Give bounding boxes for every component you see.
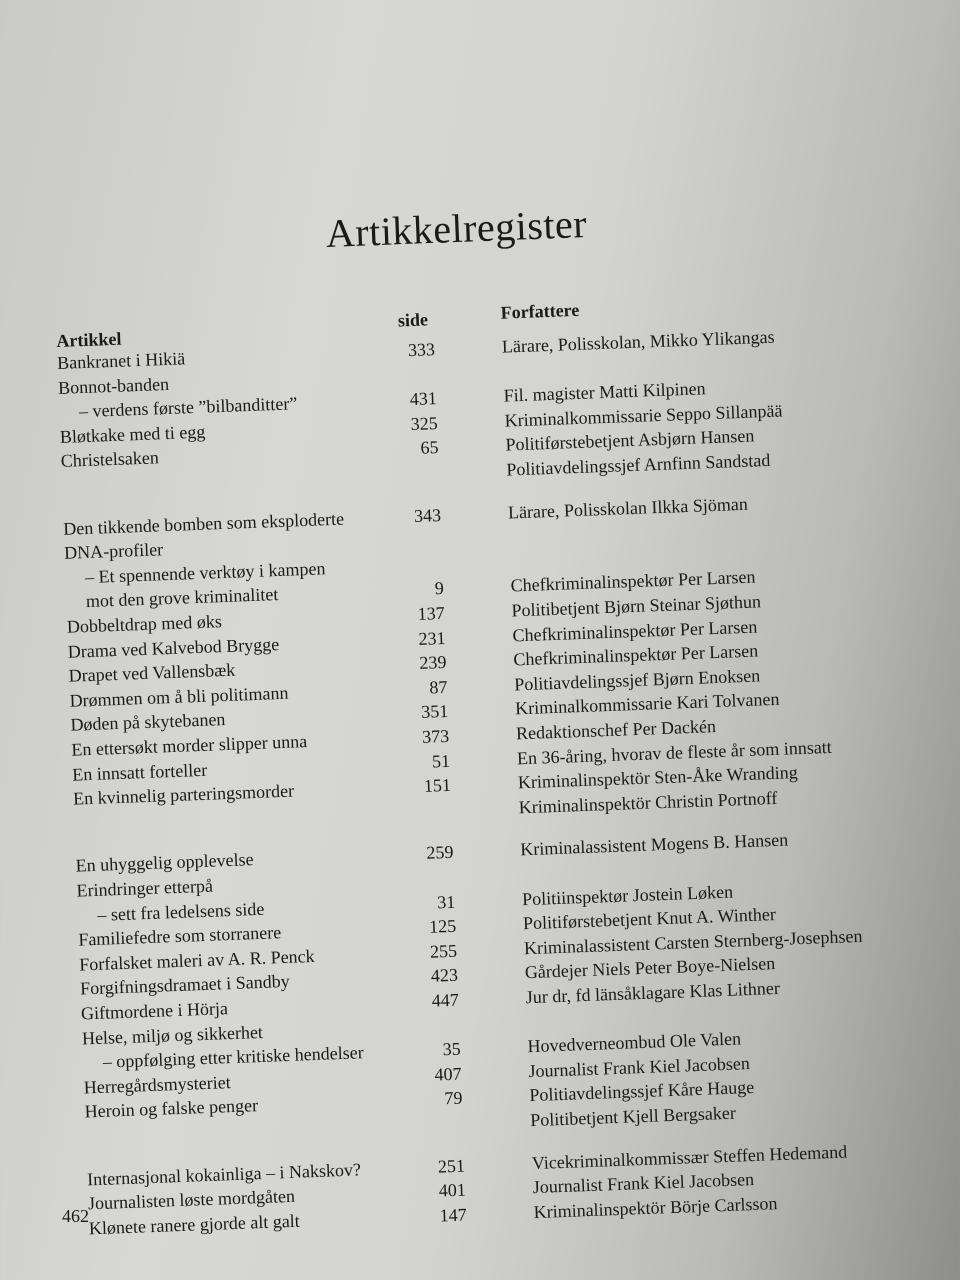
index-author: Redaktionschef Per Dackén: [515, 716, 717, 744]
index-page: [379, 461, 439, 463]
index-title: Drømmen om å bli politimann: [69, 682, 289, 711]
index-author: Kriminalinspektör Börje Carlsson: [533, 1192, 778, 1222]
index-title: En ettersøkt morder slipper unna: [71, 731, 308, 760]
page-title: Artikkelregister: [325, 200, 588, 256]
index-page: 137: [417, 602, 445, 624]
index-author: Politiførstebetjent Knut A. Winther: [522, 904, 777, 934]
index-title: DNA-profiler: [63, 539, 164, 564]
index-page: 239: [419, 652, 447, 674]
index-page: 447: [431, 989, 460, 1011]
index-author: Kriminalinspektör Sten-Åke Wranding: [517, 762, 798, 793]
index-title: Bankranet i Hikiä: [56, 348, 186, 373]
index-title: En uhyggelig opplevelse: [75, 849, 254, 877]
index-page: 87: [428, 676, 448, 698]
index-page: 35: [442, 1038, 461, 1060]
index-title: Dobbeltdrap med øks: [66, 611, 223, 637]
index-page: [391, 799, 451, 801]
index-author: Fil. magister Matti Kilpinen: [503, 378, 706, 406]
index-title: Døden på skytebanen: [70, 709, 226, 736]
index-title: Heroin og falske penger: [84, 1095, 259, 1122]
index-author: Politiavdelingssjef Arnfinn Sandstad: [506, 449, 771, 480]
index-title: Forfalsket maleri av A. R. Penck: [78, 945, 315, 975]
index-author: Chefkriminalinspektør Per Larsen: [510, 566, 756, 596]
page-number: 462: [62, 1206, 89, 1226]
index-page: 431: [409, 388, 438, 410]
index-page: 151: [423, 775, 452, 797]
index-title: Christelsaken: [60, 447, 160, 472]
index-page: 333: [407, 339, 436, 361]
index-title: Erindringer etterpå: [76, 875, 214, 901]
index-page: 351: [420, 701, 449, 723]
index-title: En innsatt forteller: [71, 759, 208, 785]
index-title: Klønete ranere gjorde alt galt: [88, 1210, 301, 1239]
index-page: 423: [430, 965, 459, 987]
index-author: Jur dr, fd länsåklagare Klas Lithner: [525, 977, 781, 1008]
index-title: Helse, miljø og sikkerhet: [81, 1021, 264, 1049]
index-title: Herregårdsmysteriet: [83, 1071, 231, 1098]
index-title: – Et spennende verktøy i kampen: [84, 558, 326, 587]
index-page: 325: [410, 412, 439, 434]
index-author: Kriminalkommissarie Kari Tolvanen: [514, 689, 780, 719]
index-page: [403, 1112, 463, 1114]
index-title: – oppfølging etter kritiske hendelser: [102, 1042, 364, 1072]
index-page: 343: [413, 504, 442, 526]
index-page: 79: [444, 1088, 463, 1109]
index-page: 31: [436, 891, 456, 913]
index-page: 125: [428, 915, 457, 937]
header-article: Artikkel: [56, 328, 122, 351]
index-author: Journalist Frank Kiel Jacobsen: [528, 1052, 751, 1081]
index-page: [382, 528, 442, 530]
index-page: [399, 1013, 459, 1015]
index-title: – sett fra ledelsens side: [97, 898, 265, 925]
index-author: Kriminalassistent Carsten Sternberg-Josephsen: [523, 925, 863, 959]
header-page: side: [397, 309, 429, 331]
index-title: Den tikkende bomben som eksploderte: [62, 508, 345, 539]
index-title: Drama ved Kalvebod Brygge: [67, 633, 280, 662]
index-author: Kriminalinspektör Christin Portnoff: [518, 787, 778, 818]
index-author: Kriminalkommissarie Seppo Sillanpää: [504, 400, 783, 431]
index-author: Hovedverneombud Ole Valen: [527, 1028, 742, 1057]
index-title: mot den grove kriminalitet: [85, 584, 279, 612]
index-title: Drapet ved Vallensbæk: [68, 659, 236, 686]
index-title: En kvinnelig parteringsmorder: [72, 780, 295, 809]
index-page: [382, 553, 442, 555]
index-author: Journalist Frank Kiel Jacobsen: [532, 1169, 755, 1198]
index-author: Lärare, Polisskolan, Mikko Ylikangas: [501, 326, 775, 357]
index-page: 9: [434, 578, 445, 599]
index-author: Politiavdelingssjef Bjørn Enoksen: [513, 665, 761, 695]
index-author: Gårdejer Niels Peter Boye-Nielsen: [524, 953, 776, 983]
index-page: 147: [439, 1204, 468, 1226]
header-authors: Forfattere: [500, 299, 580, 323]
index-title: Internasjonal kokainliga – i Nakskov?: [86, 1158, 362, 1190]
index-page: [375, 363, 435, 365]
index-author: Kriminalassistent Mogens B. Hansen: [519, 829, 789, 860]
index-author: Vicekriminalkommissær Steffen Hedemand: [531, 1141, 848, 1173]
index-page: 407: [434, 1063, 462, 1085]
index-title: Giftmordene i Hörja: [80, 998, 229, 1024]
index-title: Journalisten løste mordgåten: [87, 1186, 296, 1214]
index-page: 255: [429, 940, 458, 962]
index-page: 259: [426, 842, 454, 864]
index-title: Bonnot-banden: [57, 373, 170, 398]
index-author: Chefkriminalinspektør Per Larsen: [513, 640, 759, 670]
index-title: Bløtkake med ti egg: [59, 421, 206, 447]
index-author: Politibetjent Kjell Bergsaker: [529, 1102, 737, 1131]
index-author: Politiavdelingssjef Kåre Hauge: [529, 1077, 755, 1106]
index-page: 231: [418, 627, 446, 649]
index-title: Forgifningsdramaet i Sandby: [79, 971, 291, 999]
index-author: Politiførstebetjent Asbjørn Hansen: [505, 425, 755, 455]
index-page: 51: [431, 750, 451, 772]
index-page: [394, 866, 454, 868]
index-author: Chefkriminalinspektør Per Larsen: [512, 616, 758, 646]
index-title: – verdens første ”bilbanditter”: [78, 393, 298, 422]
index-title: Familiefedre som storranere: [77, 922, 282, 950]
index-author: Politiinspektør Jostein Løken: [521, 881, 734, 909]
index-author: Lärare, Polisskolan Ilkka Sjöman: [507, 493, 749, 523]
index-page: 401: [438, 1179, 467, 1201]
index-page: 65: [420, 437, 439, 459]
index-page: 373: [421, 725, 450, 747]
index-author: Politibetjent Bjørn Steinar Sjøthun: [511, 591, 762, 621]
index-author: En 36-åring, hvorav de fleste år som innsatt: [516, 736, 833, 768]
index-page: 251: [437, 1155, 466, 1177]
